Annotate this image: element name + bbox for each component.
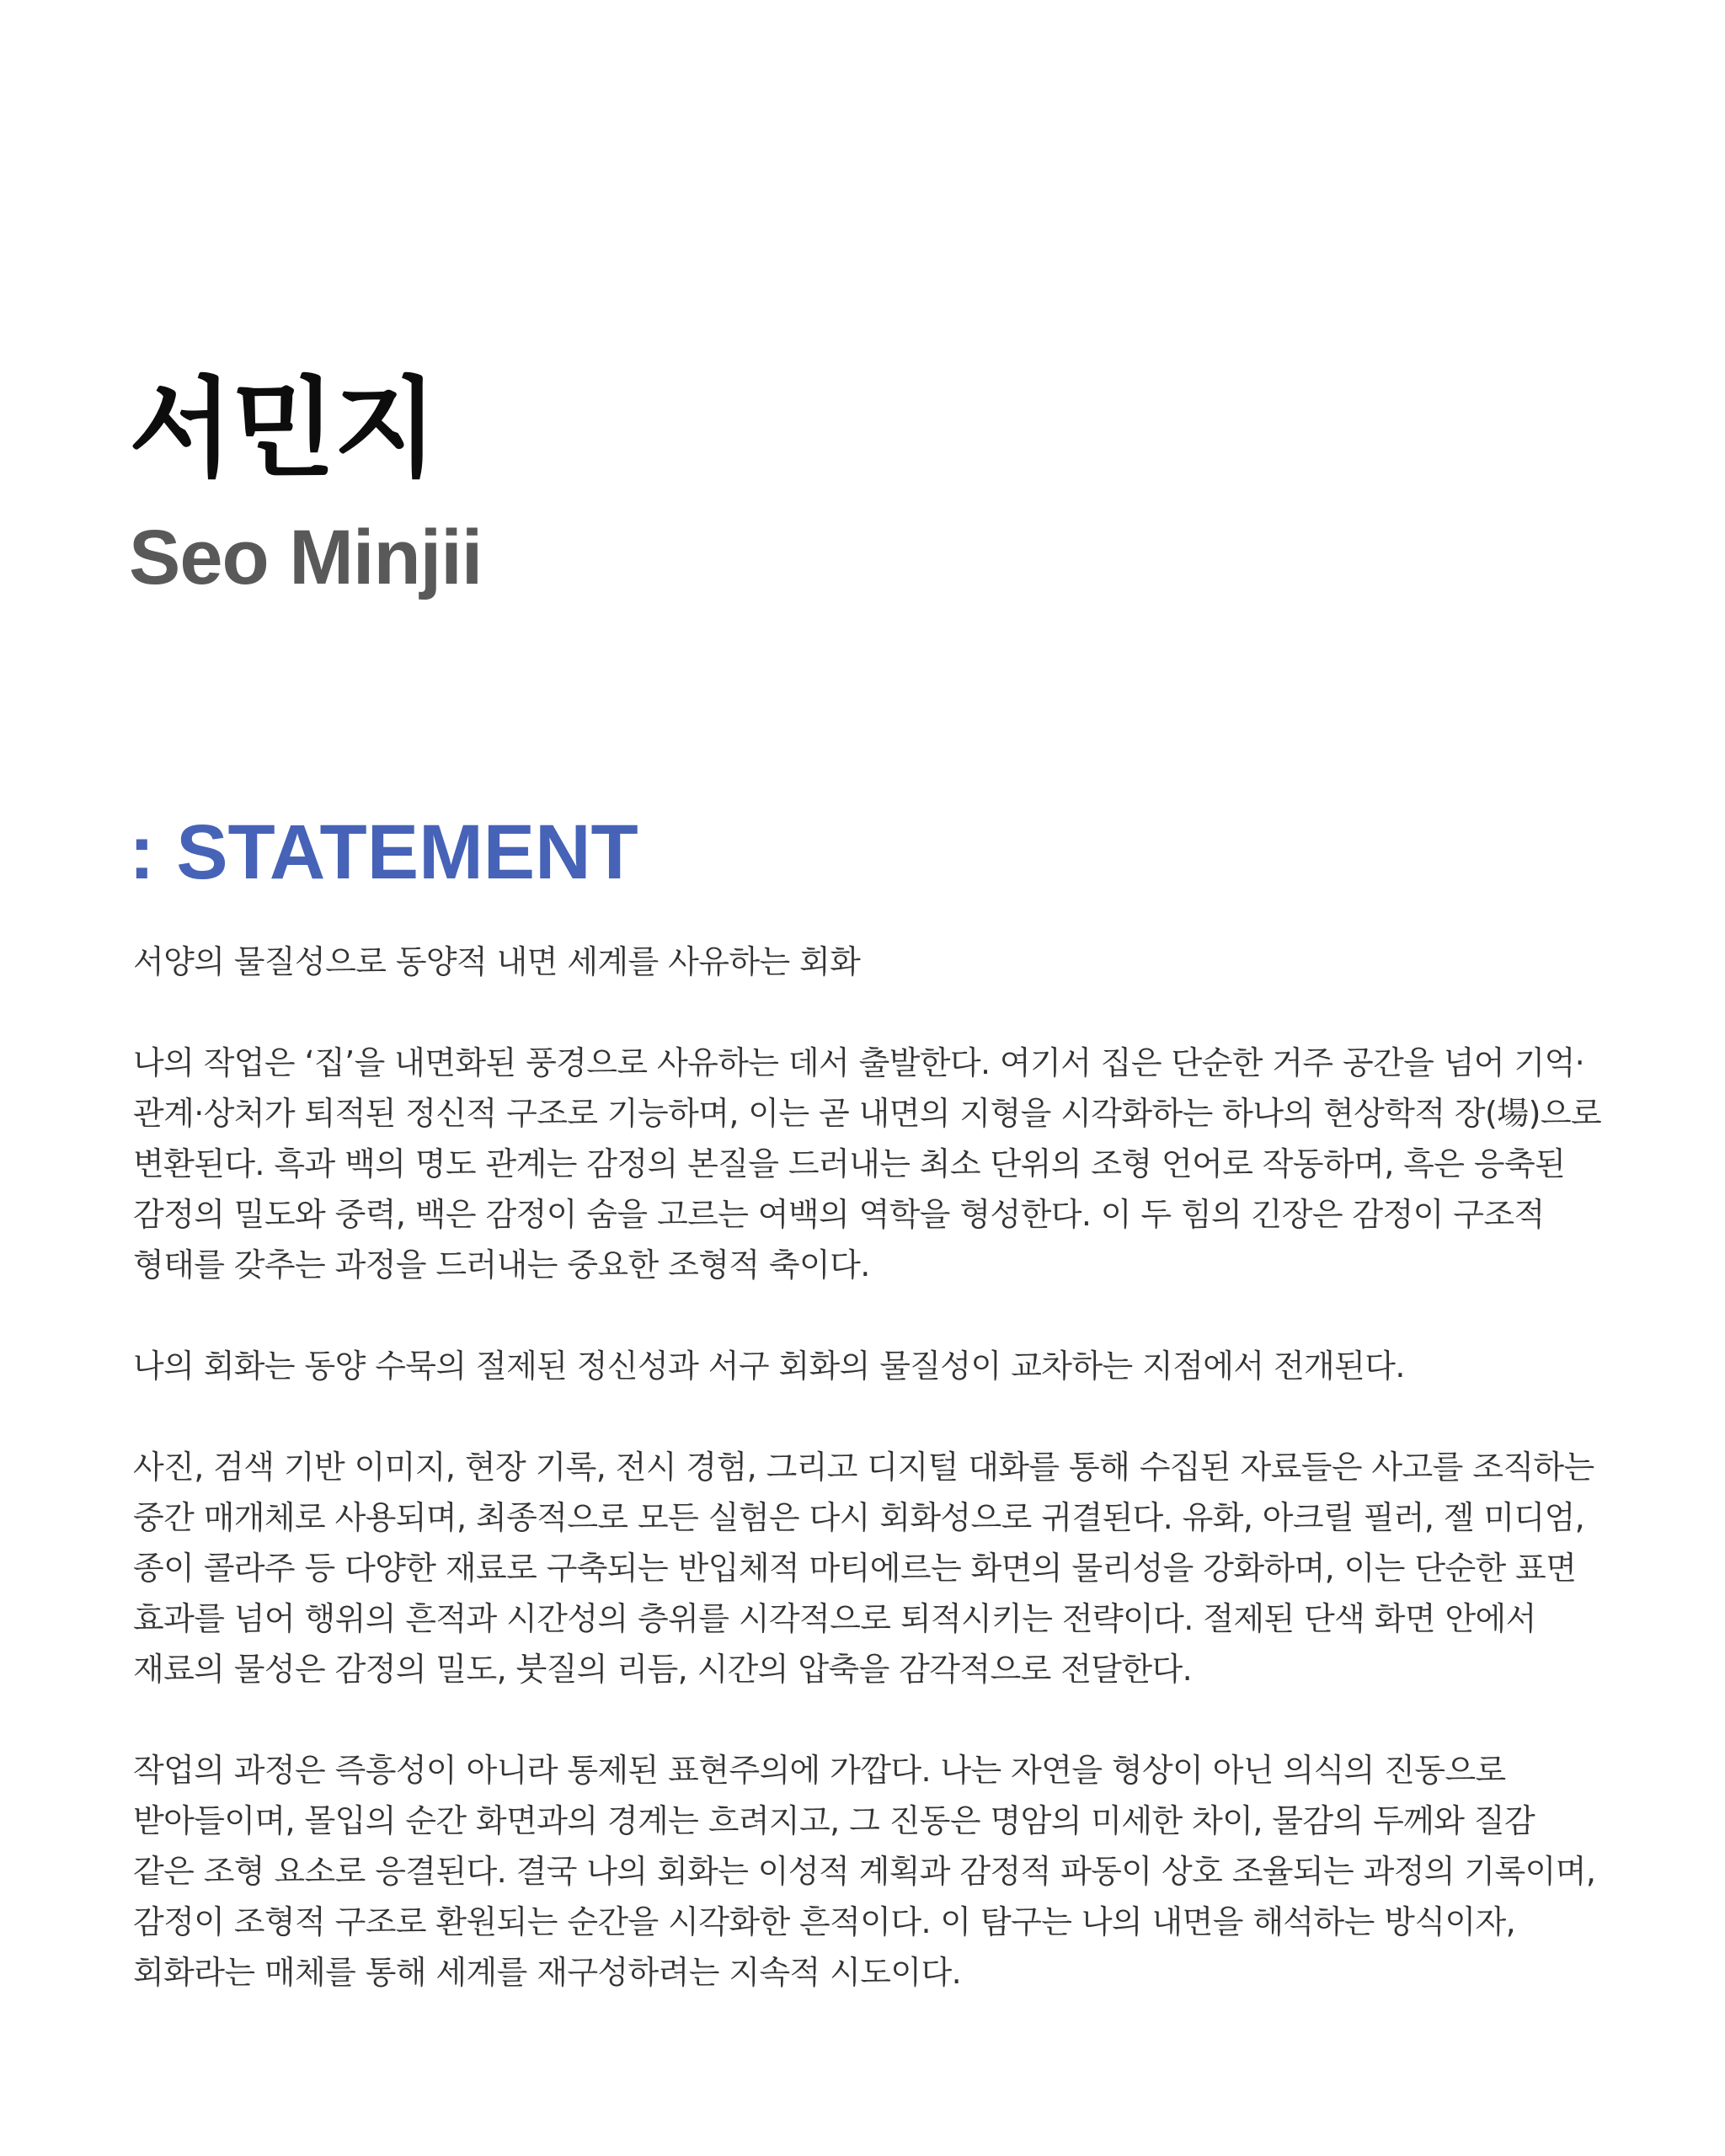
statement-paragraph: 나의 회화는 동양 수묵의 절제된 정신성과 서구 회화의 물질성이 교차하는 지점에서 전개된다. [133,1348,1405,1385]
artist-name-korean: 서민지 [129,366,436,492]
statement-paragraph: 나의 작업은 ‘집’을 내면화된 풍경으로 사유하는 데서 출발한다. 여기서 집은 단순한 거주 공간을 넘어 기억·관계·상처가 퇴적된 정신적 구조로 기능하며, 이는 곧 내면의 지형을 시각화하는 하나의 현상학적 장(場)으로 변환된다. 흑과 백의 명도 관계는 감정의 본질을 드러내는 최소 단위의 조형 언어로 작동하며, 흑은 응축된 감정의 밀도와 중력, 백은 감정이 숨을 고르는 여백의 역학을 형성한다. 이 두 힘의 긴장은 감정이 구조적 형태를 갖추는 과정을 드러내는 중요한 조형적 축이다. [133,1044,1602,1283]
statement-heading: : STATEMENT [129,809,638,895]
statement-paragraph: 사진, 검색 기반 이미지, 현장 기록, 전시 경험, 그리고 디지털 대화를 통해 수집된 자료들은 사고를 조직하는 중간 매개체로 사용되며, 최종적으로 모든 실험은 다시 회화성으로 귀결된다. 유화, 아크릴 필러, 젤 미디엄, 종이 콜라주 등 다양한 재료로 구축되는 반입체적 마티에르는 화면의 물리성을 강화하며, 이는 단순한 표면 효과를 넘어 행위의 흔적과 시간성의 층위를 시각적으로 퇴적시키는 전략이다. 절제된 단색 화면 안에서 재료의 물성은 감정의 밀도, 붓질의 리듬, 시간의 압축을 감각적으로 전달한다. [133,1449,1594,1688]
artist-name-english: Seo Minjii [129,515,483,600]
statement-body [133,937,1603,1998]
statement-paragraph: 작업의 과정은 즉흥성이 아니라 통제된 표현주의에 가깝다. 나는 자연을 형상이 아닌 의식의 진동으로 받아들이며, 몰입의 순간 화면과의 경계는 흐려지고, 그 진동은 명암의 미세한 차이, 물감의 두께와 질감 같은 조형 요소로 응결된다. 결국 나의 회화는 이성적 계획과 감정적 파동이 상호 조율되는 과정의 기록이며, 감정이 조형적 구조로 환원되는 순간을 시각화한 흔적이다. 이 탐구는 나의 내면을 해석하는 방식이자, 회화라는 매체를 통해 세계를 재구성하려는 지속적 시도이다. [133,1752,1596,1991]
statement-subtitle: 서양의 물질성으로 동양적 내면 세계를 사유하는 회화 [133,943,861,980]
